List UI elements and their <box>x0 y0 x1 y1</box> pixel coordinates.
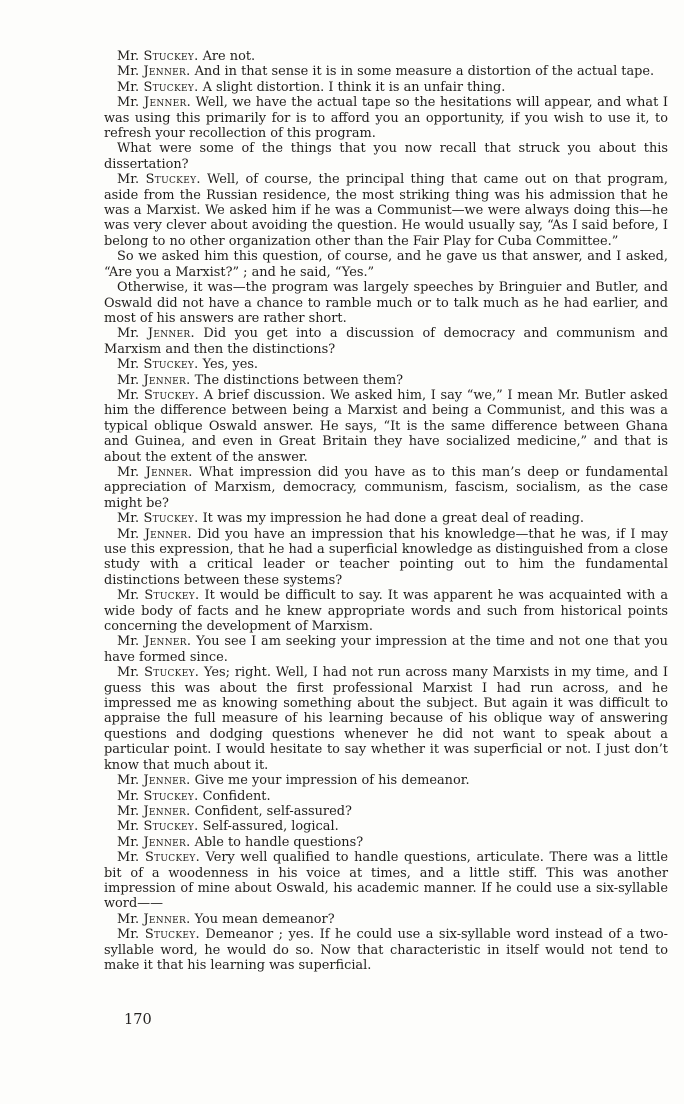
speaker-prefix: Mr. <box>117 927 140 943</box>
dialogue-paragraph <box>104 388 668 465</box>
speech-text: You mean demeanor? <box>190 911 335 927</box>
speech-text: And in that sense it is in some measure a distortion of the actual tape. <box>190 64 655 80</box>
speech-text: Yes; right. Well, I had not run across many Marxists in my time, and I guess this was about the first professional Marxist I had run across, and he impressed me as knowing something about the subject. But again it was difficult to appraise the full measure of his learning because of his oblique way of answering questions and dodging questions whenever he did not want to speak about a particular point. I would hesitate to say whether it was superficial or not. I just don’t know that much about it. <box>104 665 668 773</box>
speaker-label <box>117 172 201 187</box>
speech-text: So we asked him this question, of course, and he gave us that answer, and I asked, “Are you a Marxist?” ; and he said, “Yes.” <box>104 249 668 280</box>
speaker-prefix: Mr. <box>117 819 140 835</box>
dialogue-paragraph <box>104 141 668 172</box>
speaker-name: Stuckey. <box>139 49 199 64</box>
speaker-name: Stuckey. <box>139 79 199 95</box>
speaker-name: Jenner. <box>139 95 192 111</box>
speaker-prefix: Mr. <box>117 850 140 866</box>
speech-text: A slight distortion. I think it is an unfair thing. <box>198 79 506 95</box>
speaker-name: Jenner. <box>139 773 191 789</box>
speaker-prefix: Mr. <box>117 172 140 188</box>
speech-text: You see I am seeking your impression at the time and not one that you have formed since. <box>104 634 668 665</box>
speaker-prefix: Mr. <box>117 464 140 480</box>
speaker-name: Stuckey. <box>139 387 200 403</box>
dialogue-paragraph <box>104 373 668 388</box>
speech-text: It would be difficult to say. It was apparent he was acquainted with a wide body of facts and he knew appropriate words and such from historical points concerning the development of Marxism. <box>104 588 669 635</box>
speech-text: What were some of the things that you now recall that struck you about this dissertation? <box>104 141 668 172</box>
speaker-prefix: Mr. <box>117 526 140 542</box>
speaker-prefix: Mr. <box>117 372 140 388</box>
dialogue-paragraph <box>104 280 668 326</box>
speaker-name: Stuckey. <box>139 850 200 866</box>
speaker-name: Stuckey. <box>139 819 199 835</box>
speaker-name: Stuckey. <box>139 588 200 604</box>
speaker-name: Jenner. <box>139 326 195 342</box>
speaker-prefix: Mr. <box>117 665 140 681</box>
speaker-prefix: Mr. <box>117 834 140 850</box>
speaker-prefix: Mr. <box>117 326 140 342</box>
page-number: 170 <box>124 1012 152 1028</box>
speech-text: It was my impression he had done a great deal of reading. <box>198 511 585 527</box>
dialogue-paragraph <box>104 326 668 357</box>
speaker-name: Jenner. <box>139 526 192 542</box>
speaker-label <box>117 773 190 788</box>
speaker-name: Jenner. <box>139 834 191 850</box>
speaker-name: Stuckey. <box>139 927 200 943</box>
dialogue-paragraph <box>104 527 668 589</box>
speaker-name: Jenner. <box>139 372 191 388</box>
speech-text: A brief discussion. We asked him, I say “we,” I mean Mr. Butler asked him the difference between being a Marxist and being a Communist, and this was a typical oblique Oswald answer. He says, “It is the same difference between Ghana and Guinea, and even in Great Britain they have socialized medicine,” and that is about the extent of the answer. <box>104 387 668 465</box>
dialogue-paragraph <box>104 665 668 773</box>
speech-text: Confident. <box>198 788 271 804</box>
speaker-prefix: Mr. <box>117 357 140 373</box>
speaker-prefix: Mr. <box>117 788 140 804</box>
dialogue-paragraph <box>104 49 668 64</box>
speaker-label <box>117 634 191 649</box>
speaker-prefix: Mr. <box>117 49 140 64</box>
speaker-name: Stuckey. <box>139 511 199 527</box>
speaker-label <box>117 465 193 480</box>
dialogue-paragraph <box>104 850 668 912</box>
speaker-prefix: Mr. <box>117 79 140 95</box>
speaker-prefix: Mr. <box>117 95 140 111</box>
dialogue-paragraph <box>104 927 668 973</box>
speaker-label <box>117 49 198 64</box>
speaker-name: Jenner. <box>139 803 191 819</box>
speech-text: Confident, self-assured? <box>190 803 352 819</box>
dialogue-paragraph <box>104 249 668 280</box>
speaker-label <box>117 850 200 865</box>
dialogue-paragraph <box>104 465 668 511</box>
dialogue-paragraph <box>104 511 668 526</box>
speaker-prefix: Mr. <box>117 803 140 819</box>
speaker-name: Stuckey. <box>139 788 199 804</box>
dialogue-paragraph <box>104 804 668 819</box>
speaker-prefix: Mr. <box>117 634 140 650</box>
speech-text: Otherwise, it was—the program was largely speeches by Bringuier and Butler, and Oswald did not have a chance to ramble much or to talk much as he had earlier, and most of his answers are rather short. <box>104 280 668 326</box>
speech-text: Did you get into a discussion of democracy and communism and Marxism and then the distinctions? <box>104 326 668 357</box>
dialogue-paragraph <box>104 634 668 665</box>
dialogue-paragraph <box>104 357 668 372</box>
speaker-name: Jenner. <box>139 911 191 927</box>
speaker-label <box>117 357 198 372</box>
dialogue-paragraph <box>104 789 668 804</box>
speaker-prefix: Mr. <box>117 511 140 527</box>
speech-text: Are not. <box>198 49 256 64</box>
speaker-name: Stuckey. <box>139 665 200 681</box>
speaker-label <box>117 388 199 403</box>
speaker-label <box>117 511 198 526</box>
speech-text: Yes, yes. <box>198 357 259 373</box>
speaker-label <box>117 64 190 79</box>
speaker-label <box>117 527 192 542</box>
dialogue-paragraph <box>104 588 668 634</box>
speech-text: Give me your impression of his demeanor. <box>190 773 470 789</box>
dialogue-paragraph <box>104 95 668 141</box>
speaker-label <box>117 665 199 680</box>
speaker-name: Stuckey. <box>139 357 199 373</box>
dialogue-paragraph <box>104 819 668 834</box>
speaker-label <box>117 835 190 850</box>
speaker-name: Jenner. <box>139 464 193 480</box>
speech-text: Demeanor ; yes. If he could use a six-syllable word instead of a two-syllable word, he would do so. Now that characteristic in itself would not tend to make it that his learning was superficial. <box>104 927 668 973</box>
speaker-label <box>117 804 190 819</box>
speech-text: Self-assured, logical. <box>198 819 339 835</box>
speech-text: The distinctions between them? <box>190 372 404 388</box>
speech-text: What impression did you have as to this man’s deep or fundamental appreciation of Marxism, democracy, communism, fascism, socialism, as the case might be? <box>104 464 668 511</box>
speaker-prefix: Mr. <box>117 588 140 604</box>
dialogue-paragraph <box>104 172 668 249</box>
dialogue-paragraph <box>104 80 668 95</box>
speaker-label <box>117 80 198 95</box>
dialogue-paragraph <box>104 835 668 850</box>
speaker-prefix: Mr. <box>117 911 140 927</box>
speech-text: Well, we have the actual tape so the hesitations will appear, and what I was using this primarily for is to afford you an opportunity, if you wish to use it, to refresh your recollection of this program. <box>104 95 668 142</box>
speaker-name: Jenner. <box>139 634 192 650</box>
speech-text: Well, of course, the principal thing that came out on that program, aside from the Russian residence, the most striking thing was his admission that he was a Marxist. We asked him if he was a Communist—we were always doing this—he was very clever about avoiding the question. He would usually say, “As I said before, I belong to no other organization other than the Fair Play for Cuba Committee.” <box>104 172 668 249</box>
speech-text: Did you have an impression that his knowledge—that he was, if I may use this expression, that he had a superficial knowledge as distinguished from a close study with a critical leader or teacher pointing out to him the fundamental distinctions between these systems? <box>104 526 668 588</box>
speaker-label <box>117 789 198 804</box>
speaker-label <box>117 588 199 603</box>
speaker-prefix: Mr. <box>117 773 140 789</box>
speaker-label <box>117 373 190 388</box>
speech-text: Able to handle questions? <box>190 834 364 850</box>
speaker-label <box>117 912 190 927</box>
speaker-name: Stuckey. <box>139 172 201 188</box>
speaker-name: Jenner. <box>139 64 191 80</box>
speaker-label <box>117 927 200 942</box>
speaker-label <box>117 819 198 834</box>
dialogue-paragraph <box>104 64 668 79</box>
transcript-body <box>104 49 668 973</box>
speaker-label <box>117 326 195 341</box>
dialogue-paragraph <box>104 912 668 927</box>
speaker-prefix: Mr. <box>117 64 140 80</box>
dialogue-paragraph <box>104 773 668 788</box>
speaker-label <box>117 95 191 110</box>
speaker-prefix: Mr. <box>117 387 140 403</box>
speech-text: Very well qualified to handle questions, articulate. There was a little bit of a woodenness in his voice at times, and a little stiff. This was another impression of mine about Oswald, his academic manner. If he could use a six-syllable word—— <box>104 850 668 912</box>
